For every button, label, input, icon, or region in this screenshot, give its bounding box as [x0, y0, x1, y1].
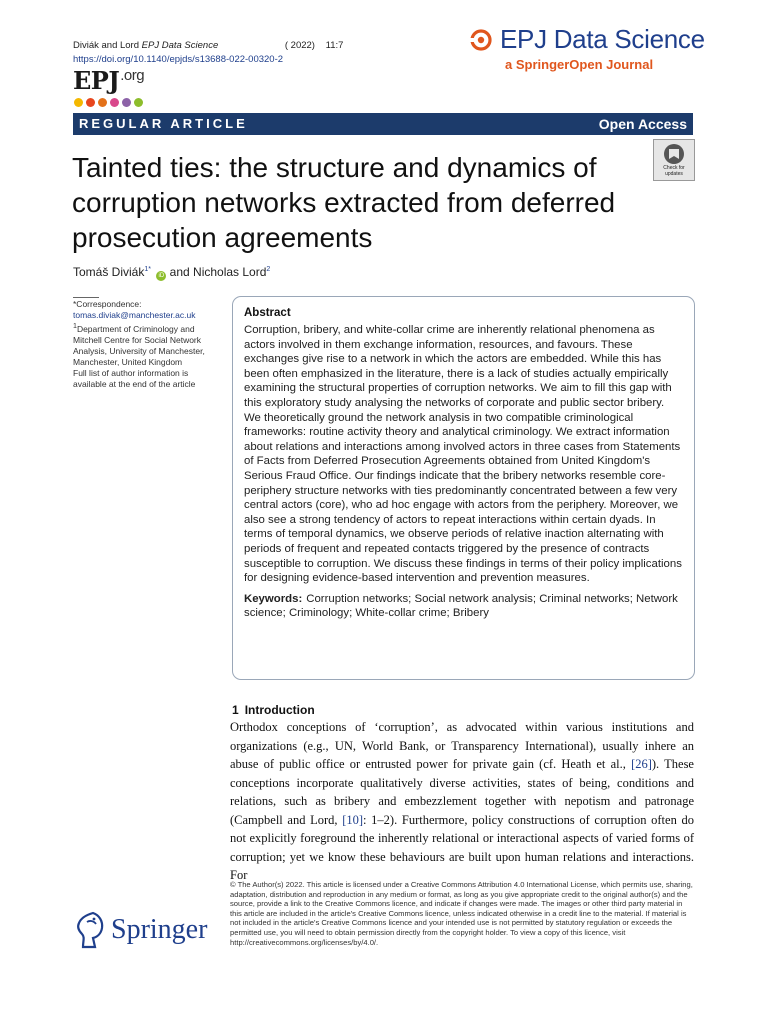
check-updates-icon [663, 143, 685, 165]
citation-page: 11:7 [325, 40, 344, 51]
correspondence-email[interactable]: tomas.diviak@manchester.ac.uk [73, 310, 196, 320]
journal-subtitle: a SpringerOpen Journal [505, 57, 654, 72]
springer-horse-icon [73, 910, 107, 950]
reference-link-26[interactable]: [26] [631, 757, 652, 771]
keywords-list: Corruption networks; Social network analysis; Criminal networks; Network science; Criminology; White-collar crime; Bribery [244, 592, 678, 620]
affiliation [73, 321, 213, 368]
springer-logo[interactable] [73, 910, 207, 950]
badge-line2: updates [665, 171, 683, 177]
check-for-updates-badge[interactable] [653, 139, 695, 181]
license-text: © The Author(s) 2022. This article is licensed under a Creative Commons Attribution 4.0 International License, which permits use, sharing, adaptation, distribution and reproduction in any medium or format, as long as you give appropriate credit to the original author(s) and the source, provide a link to the Creative Commons licence, and indicate if changes were made. The images or other third party material in this article are included in the article's Creative Commons licence, unless indicated otherwise in a credit line to the material. If material is not included in the article's Creative Commons licence and your intended use is not permitted by statutory regulation or exceeds the permitted use, you will need to obtain permission directly from the copyright holder. To view a copy of this licence, visit http://creativecommons.org/licenses/by/4.0/. [230, 880, 693, 947]
epj-logo-main: EPJ [73, 66, 120, 95]
journal-logo[interactable] [470, 24, 705, 55]
abstract-heading: Abstract [244, 307, 291, 319]
full-list-note: Full list of author information is available at the end of the article [73, 367, 196, 389]
epj-logo-dot-1 [74, 98, 83, 107]
badge-line1: Check for [663, 165, 685, 171]
correspondence-label: *Correspondence: [73, 299, 142, 309]
affiliation-sup: 1 [73, 322, 77, 330]
author-2[interactable]: and Nicholas Lord [169, 265, 267, 279]
epj-logo-dot-6 [134, 98, 143, 107]
epj-logo[interactable] [73, 66, 144, 95]
open-access-label: Open Access [598, 116, 687, 132]
author-list [73, 265, 270, 281]
section-title: Introduction [244, 703, 315, 717]
intro-text-1: Orthodox conceptions of ‘corruption’, as advocated within various institutions and organizations (e.g., UN, World Bank, or Transparency International), usually inhere an abuse of public office or entrusted power for private gain (cf. Heath et al., [230, 720, 694, 771]
epj-logo-suffix: .org [120, 67, 145, 84]
article-title: Tainted ties: the structure and dynamics of corruption networks extracted from deferred prosecution agreements [72, 152, 616, 253]
section-heading-introduction [232, 703, 315, 717]
reference-link-10[interactable]: [10] [342, 812, 364, 827]
article-type-banner [73, 113, 693, 135]
citation-authors: Diviák and Lord [73, 40, 140, 51]
keywords [244, 592, 682, 621]
introduction-text [230, 718, 694, 885]
epj-logo-dot-2 [86, 98, 95, 107]
epj-logo-dot-3 [98, 98, 107, 107]
epj-logo-dot-4 [110, 98, 119, 107]
epj-logo-dots [74, 98, 143, 107]
journal-name: EPJ Data Science [500, 24, 705, 54]
running-citation [73, 40, 343, 51]
section-number: 1 [232, 703, 239, 717]
article-type-label: REGULAR ARTICLE [79, 116, 248, 131]
orcid-icon[interactable]: iD [156, 271, 166, 281]
keywords-label: Keywords: [244, 592, 303, 605]
sidebar-rule [73, 297, 99, 298]
abstract-box [232, 296, 695, 680]
author-1-affiliation: 1* [144, 266, 151, 273]
author-1[interactable]: Tomáš Diviák [73, 265, 145, 279]
author-2-affiliation: 2 [266, 266, 271, 273]
epj-data-science-icon [470, 29, 492, 51]
affiliation-text: Department of Criminology and Mitchell Centre for Social Network Analysis, University of Manchester, Manchester, United Kingdom [73, 323, 205, 367]
intro-text-2: ). These conceptions incorporate qualitatively diverse activities, states of being, conditions and relations, such as bribery and embezzlement together with nepotism and patronage (Campbell and Lord, [230, 757, 694, 827]
citation-journal: EPJ Data Science [141, 40, 219, 51]
epj-logo-dot-5 [122, 98, 131, 107]
intro-text-3: : 1–2). Furthermore, policy constructions of corruption often do not explicitly foreground the inherently relational or interactional aspects of varied forms of corruption; yet we know these behaviours are built upon human relations and interactions. For [230, 812, 694, 882]
correspondence-sidebar [73, 297, 213, 390]
doi-link[interactable]: https://doi.org/10.1140/epjds/s13688-022-00320-2 [73, 54, 284, 65]
citation-year: ( 2022) [284, 40, 315, 51]
springer-name: Springer [111, 914, 208, 945]
abstract-body: Corruption, bribery, and white-collar crime are inherently relational phenomena as actors involved in them exchange information, resources, and favours. These exchanges give rise to a network in which the actors are embedded. While this has been often emphasized in the literature, there is a lack of studies actually empirically examining the structural properties of corruption networks. We aim to fill this gap with this exploratory study analysing the networks of corporate and public sector bribery. We theoretically ground the network analysis in two compatible criminological frameworks: routine activity theory and analytical criminology. We extract information about relations and interactions among involved actors in three cases from Statements of Facts from Deferred Prosecution Agreements obtained from United Kingdom's Serious Fraud Office. Our findings indicate that the bribery networks resemble core-periphery structure networks with ties predominantly concentrated between a few very central actors (core), who ad hoc engage with actors from the periphery. Moreover, we also see a strong tendency of actors to repeat interactions within certain dyads. In terms of temporal dynamics, we observe periods of relative inaction alternating with periods of frequent and repeated contacts triggered by the presence of contracts susceptible to corruption. We discuss these findings in terms of their policy implications for designing evidence-based intervention and prevention measures. [244, 324, 682, 585]
